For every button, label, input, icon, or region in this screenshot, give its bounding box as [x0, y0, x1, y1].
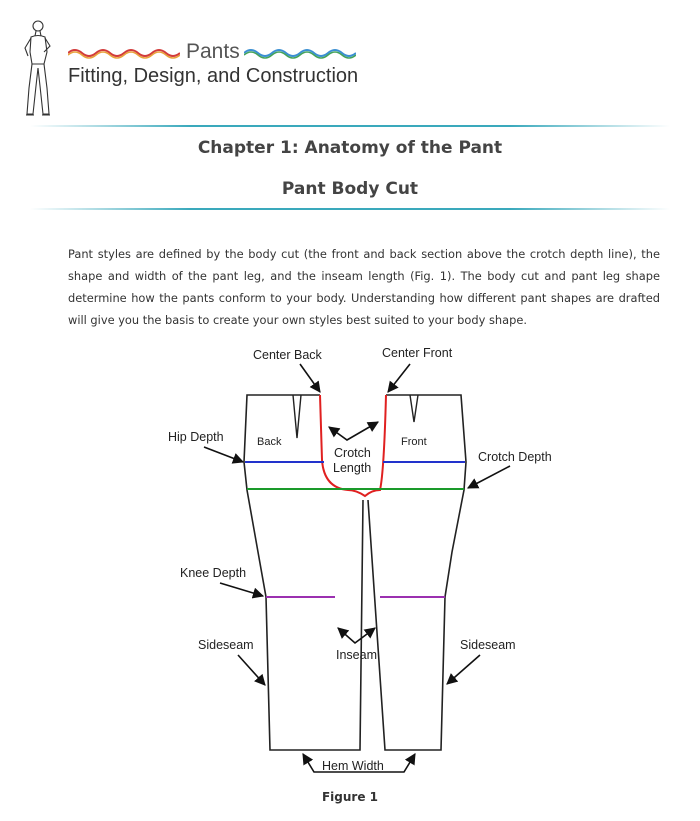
arrow-inseam	[338, 628, 375, 643]
label-inseam: Inseam	[336, 648, 377, 662]
arrow-center-back	[300, 364, 320, 392]
arrow-center-front	[388, 364, 410, 392]
label-front: Front	[401, 436, 427, 448]
arrow-hip-depth	[204, 447, 243, 462]
page-header	[0, 0, 700, 124]
header-divider	[30, 125, 670, 127]
arrow-crotch-length	[329, 422, 378, 440]
section-title: Pant Body Cut	[281, 179, 419, 199]
arrow-knee-depth	[220, 583, 263, 596]
label-crotch: Crotch	[334, 446, 371, 460]
front-dart	[410, 395, 418, 422]
figure-caption: Figure 1	[321, 790, 379, 804]
label-knee-depth: Knee Depth	[180, 566, 247, 580]
label-center-front: Center Front	[382, 346, 453, 360]
arrow-crotch-depth	[468, 466, 510, 488]
back-dart	[293, 395, 301, 438]
label-sideseam-right: Sideseam	[460, 638, 516, 652]
site-subtitle: Fitting, Design, and Construction	[68, 65, 359, 87]
arrow-sideseam-left	[238, 655, 265, 685]
site-title-word: Pants	[186, 40, 240, 63]
label-center-back: Center Back	[253, 348, 322, 362]
front-panel-outline	[368, 395, 466, 750]
label-crotch-depth: Crotch Depth	[478, 450, 552, 464]
label-hem-width: Hem Width	[322, 759, 384, 773]
site-title	[68, 40, 358, 88]
label-back: Back	[257, 436, 282, 448]
pant-anatomy-diagram	[160, 340, 560, 780]
chapter-title: Chapter 1: Anatomy of the Pant	[197, 138, 503, 158]
label-length: Length	[333, 461, 372, 475]
label-hip-depth: Hip Depth	[168, 430, 224, 444]
arrow-sideseam-right	[447, 655, 480, 684]
label-sideseam-left: Sideseam	[198, 638, 254, 652]
woman-figure-sketch-icon	[14, 18, 58, 118]
intro-paragraph: Pant styles are defined by the body cut (the front and back section above the crotch depth line), the shape and width of the pant leg, and the inseam length (Fig. 1). The body cut and pant leg shape determine how the pants conform to your body. Understanding how different pant shapes are drafted will give you the basis to create your own styles best suited to your body shape.	[68, 247, 660, 327]
section-divider	[30, 208, 670, 210]
